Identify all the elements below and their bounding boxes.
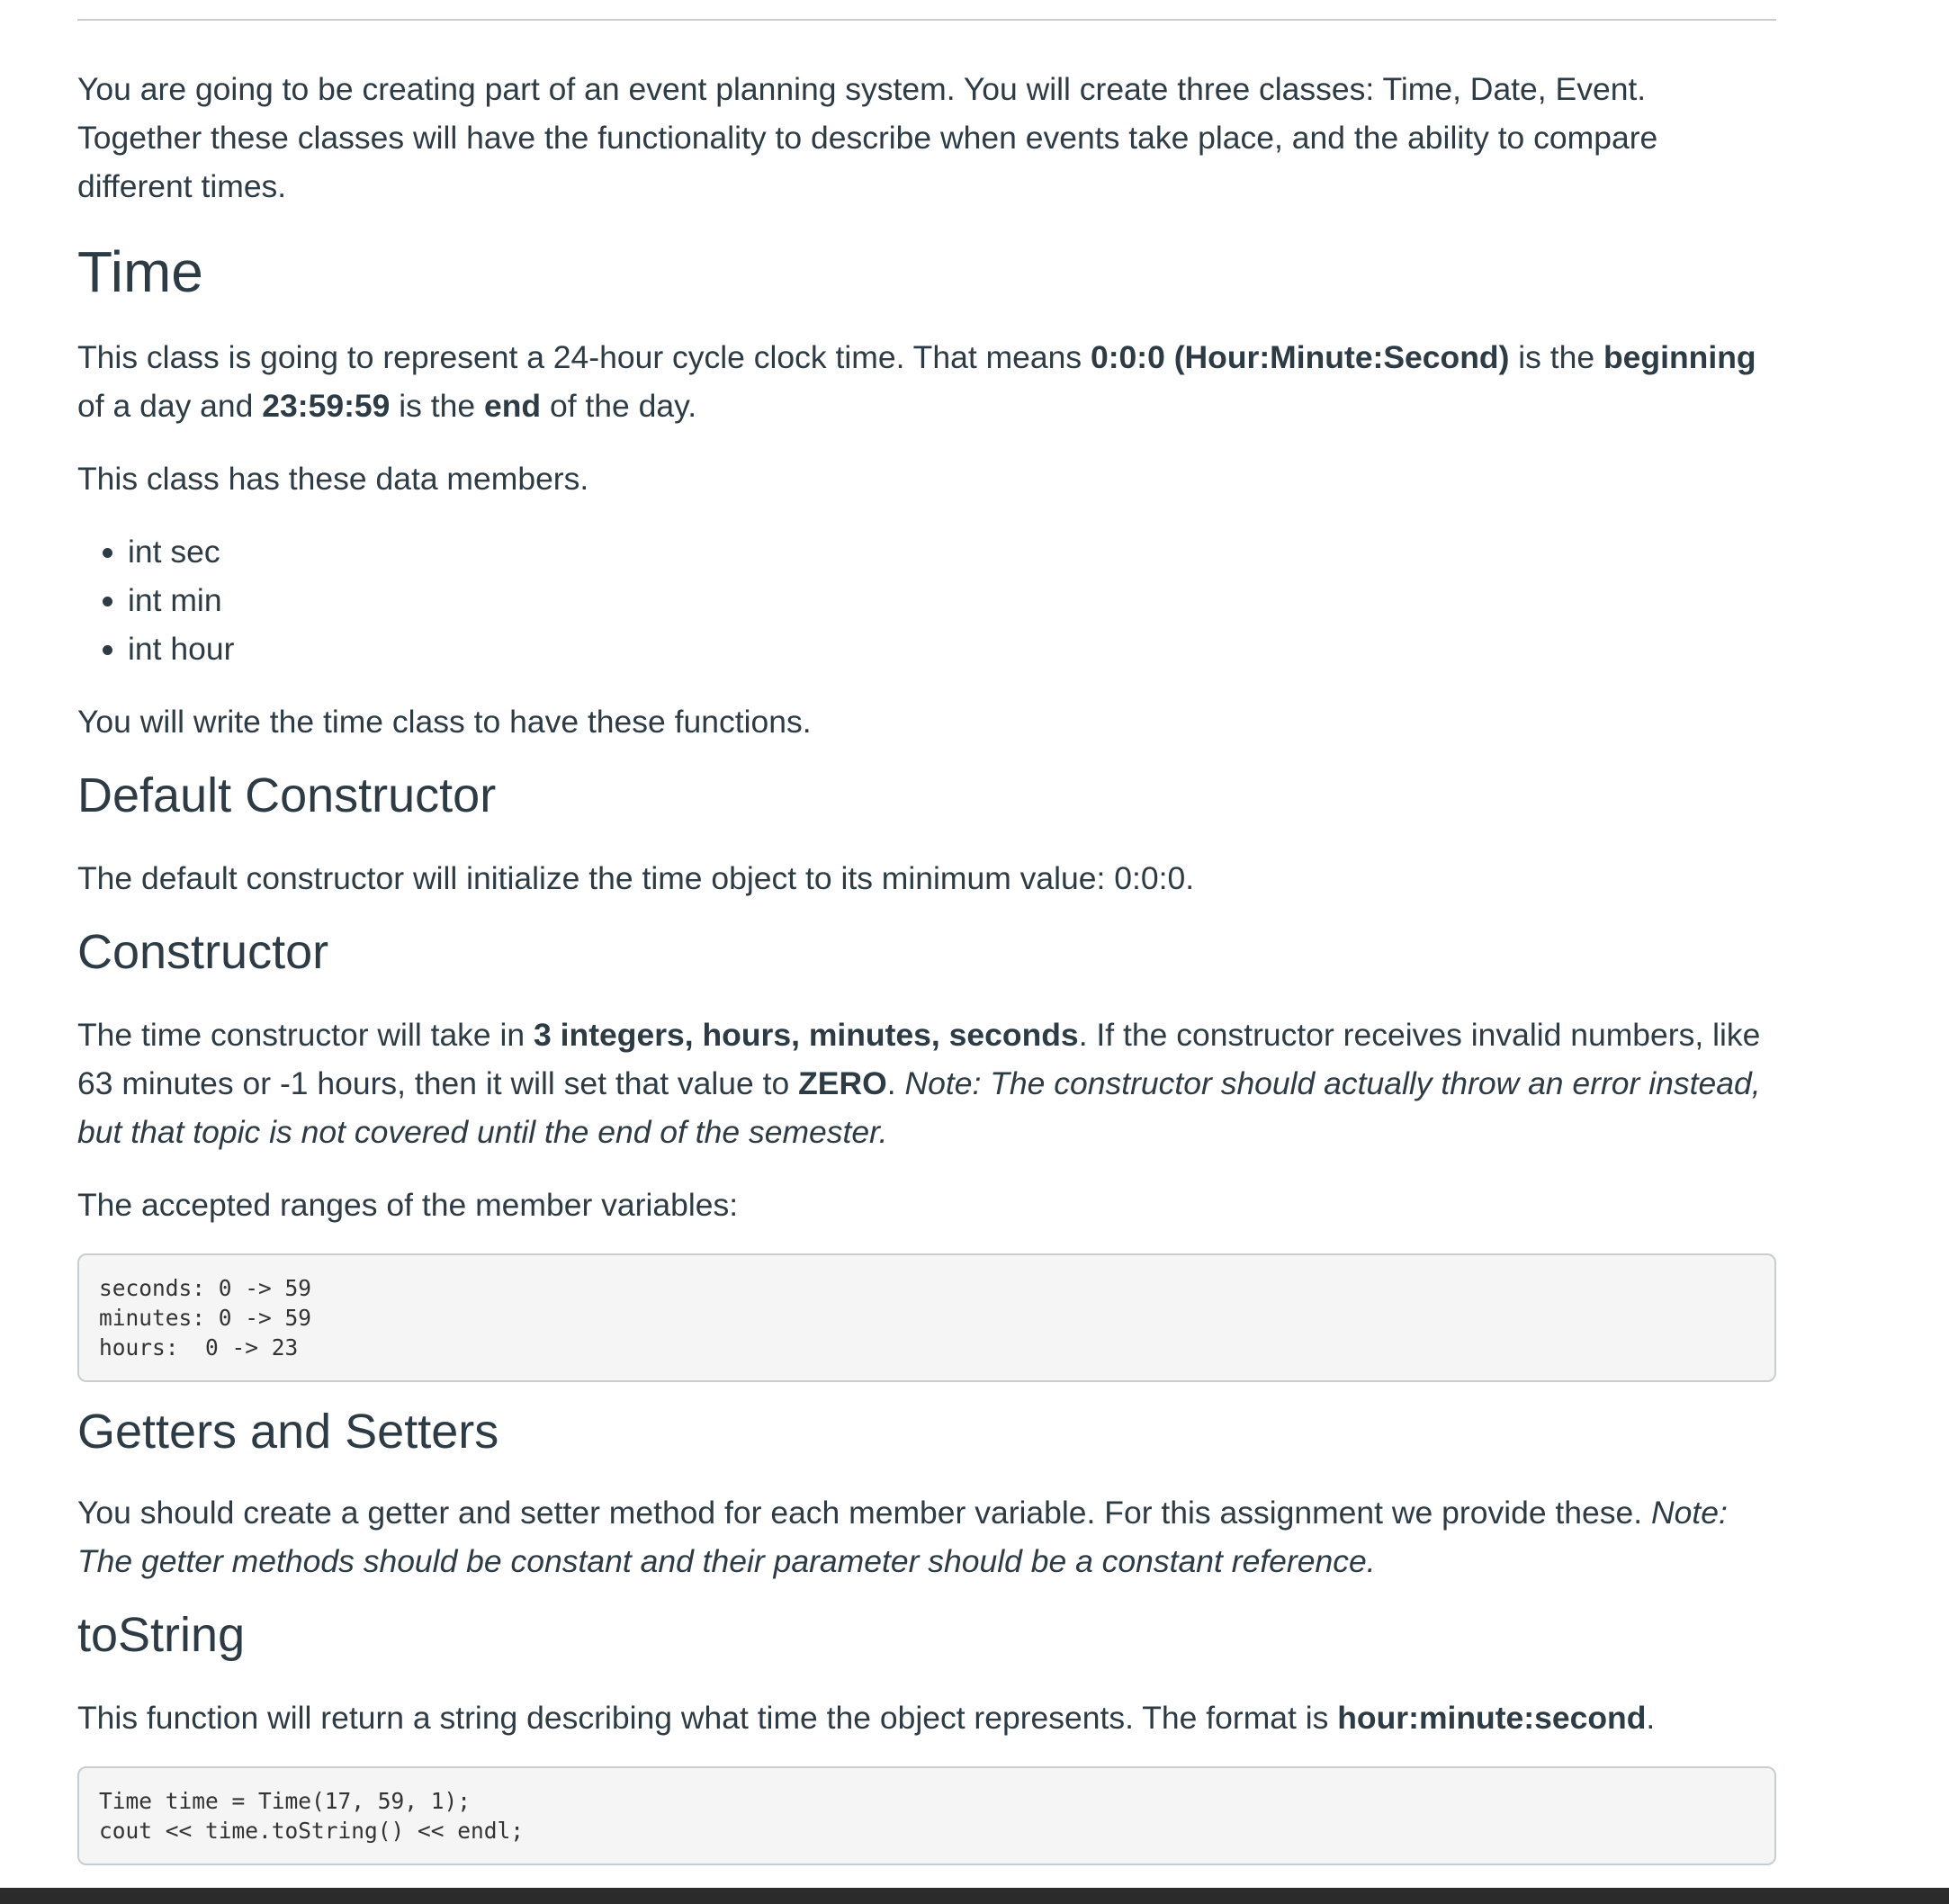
ranges-intro: The accepted ranges of the member variables: (77, 1187, 739, 1223)
bottom-bar (0, 1888, 1949, 1904)
tostring-code-block: Time time = Time(17, 59, 1); cout << time.toString() << endl; (77, 1766, 1776, 1865)
list-item: • int min (128, 576, 1776, 624)
list-item: • int sec (128, 527, 1776, 576)
constructor-description: The time constructor will take in 3 integers, hours, minutes, seconds. If the constructor receives invalid numbers, like 63 minutes or -1 hours, then it will set that value to ZERO. Note: The constructor should actually throw an error instead, but that topic is not covered until the end of the semester. (77, 1017, 1761, 1150)
constructor-heading: Constructor (77, 925, 329, 979)
ranges-code-block: seconds: 0 -> 59 minutes: 0 -> 59 hours: 0 -> 23 (77, 1253, 1776, 1382)
top-divider (77, 19, 1776, 21)
getters-setters-text: You should create a getter and setter method for each member variable. For this assignment we provide these. Note: The getter methods should be constant and their parameter should be a constant reference. (77, 1495, 1728, 1579)
data-members-intro: This class has these data members. (77, 461, 589, 497)
time-heading: Time (77, 239, 203, 304)
time-description: This class is going to represent a 24-hour cycle clock time. That means 0:0:0 (Hour:Minute:Second) is the beginning of a day and 23:59:59 is the end of the day. (77, 339, 1756, 424)
assignment-content (77, 0, 1776, 1865)
tostring-text: This function will return a string describing what time the object represents. The format is hour:minute:second. (77, 1700, 1656, 1736)
default-constructor-heading: Default Constructor (77, 768, 497, 822)
default-constructor-text: The default constructor will initialize the time object to its minimum value: 0:0:0. (77, 860, 1195, 896)
list-item: • int hour (128, 624, 1776, 673)
intro-paragraph: You are going to be creating part of an event planning system. You will create three classes: Time, Date, Event. Together these classes will have the functionality to describe when events take place, and the ability to compare different times. (77, 71, 1658, 204)
tostring-heading: toString (77, 1608, 246, 1662)
data-members-list (77, 527, 1776, 673)
getters-setters-heading: Getters and Setters (77, 1405, 499, 1459)
functions-intro: You will write the time class to have these functions. (77, 704, 812, 740)
